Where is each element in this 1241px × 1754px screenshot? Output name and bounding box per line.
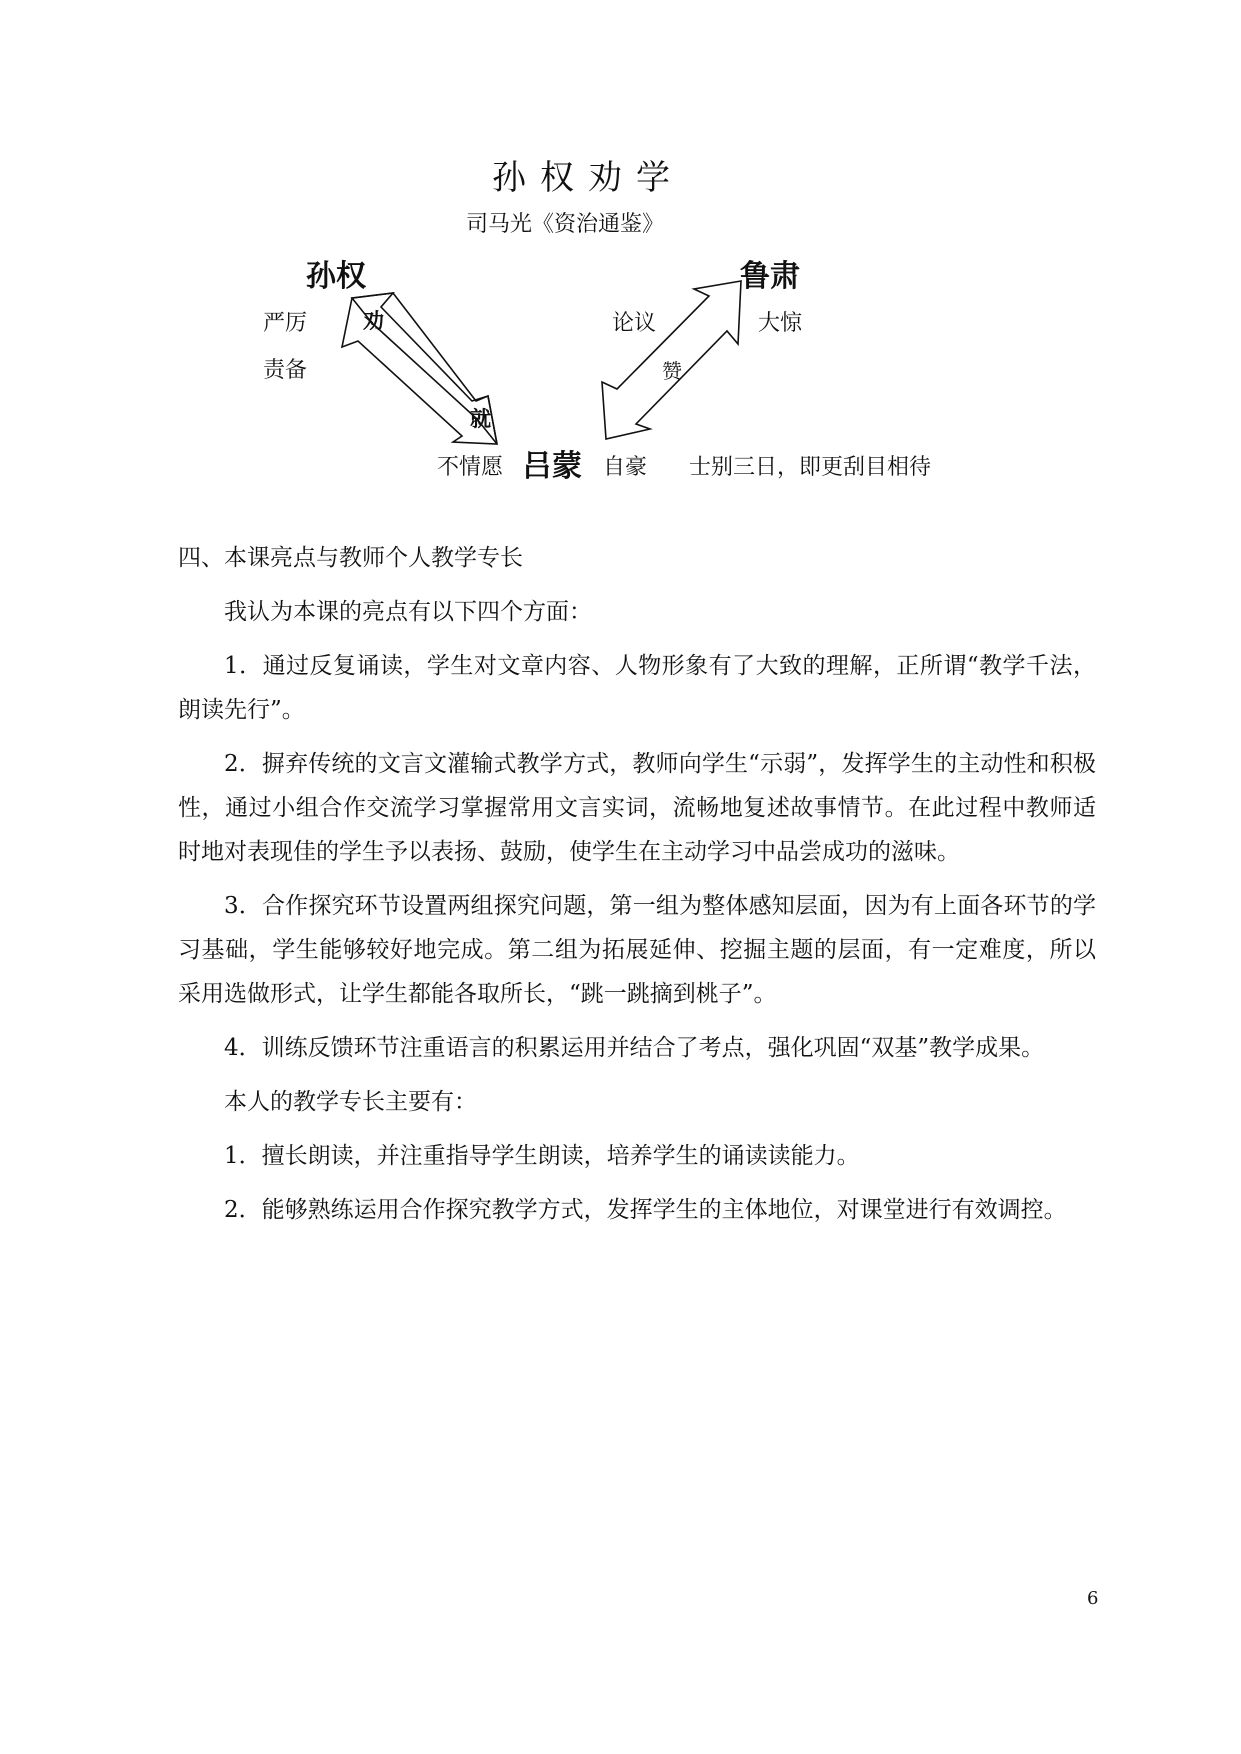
diagram-subtitle: 司马光《资治通鉴》	[466, 212, 665, 237]
page-number: 6	[1087, 1588, 1099, 1609]
node-lusu: 鲁肃	[740, 259, 800, 294]
section-heading: 四、本课亮点与教师个人教学专长	[178, 545, 523, 571]
node-lumeng: 吕蒙	[522, 449, 582, 484]
diagram-title: 孙权劝学	[492, 158, 684, 198]
label-dajing: 大惊	[758, 311, 803, 336]
label-lunyi: 论议	[612, 311, 657, 336]
highlight-item: 1．通过反复诵读，学生对文章内容、人物形象有了大致的理解，正所谓“教学千法，朗读先行”。	[178, 653, 1096, 723]
strength-item: 2．能够熟练运用合作探究教学方式，发挥学生的主体地位，对课堂进行有效调控。	[224, 1197, 1067, 1223]
highlight-item: 3．合作探究环节设置两组探究问题，第一组为整体感知层面，因为有上面各环节的学习基础，学生能够较好地完成。第二组为拓展延伸、挖掘主题的层面，有一定难度，所以采用选做形式，让学生都能各取所长，“跳一跳摘到桃子”。	[178, 893, 1096, 1007]
label-zihao: 自豪	[603, 455, 648, 480]
highlight-item: 4．训练反馈环节注重语言的积累运用并结合了考点，强化巩固“双基”教学成果。	[224, 1035, 1045, 1061]
highlights-intro: 我认为本课的亮点有以下四个方面：	[224, 599, 592, 625]
strengths-intro: 本人的教学专长主要有：	[224, 1089, 477, 1115]
strength-item: 1．擅长朗读，并注重指导学生朗读，培养学生的诵读读能力。	[224, 1143, 860, 1169]
label-quote: 士别三日，即更刮目相待	[689, 455, 932, 480]
label-yanli: 严厉	[263, 311, 308, 336]
arrow-diagram	[0, 0, 1241, 520]
node-sunquan: 孙权	[306, 259, 366, 294]
arrow-label-zan: 赞	[662, 359, 682, 383]
section-body	[178, 536, 1096, 1242]
label-buqingyuan: 不情愿	[437, 455, 504, 480]
arrow-label-quan: 劝	[363, 309, 384, 333]
highlight-item: 2．摒弃传统的文言文灌输式教学方式，教师向学生“示弱”，发挥学生的主动性和积极性，通过小组合作交流学习掌握常用文言实词，流畅地复述故事情节。在此过程中教师适时地对表现佳的学生予以表扬、鼓励，使学生在主动学习中品尝成功的滋味。	[178, 751, 1096, 865]
label-zebei: 责备	[263, 358, 308, 383]
arrow-label-jiu: 就	[470, 407, 491, 431]
